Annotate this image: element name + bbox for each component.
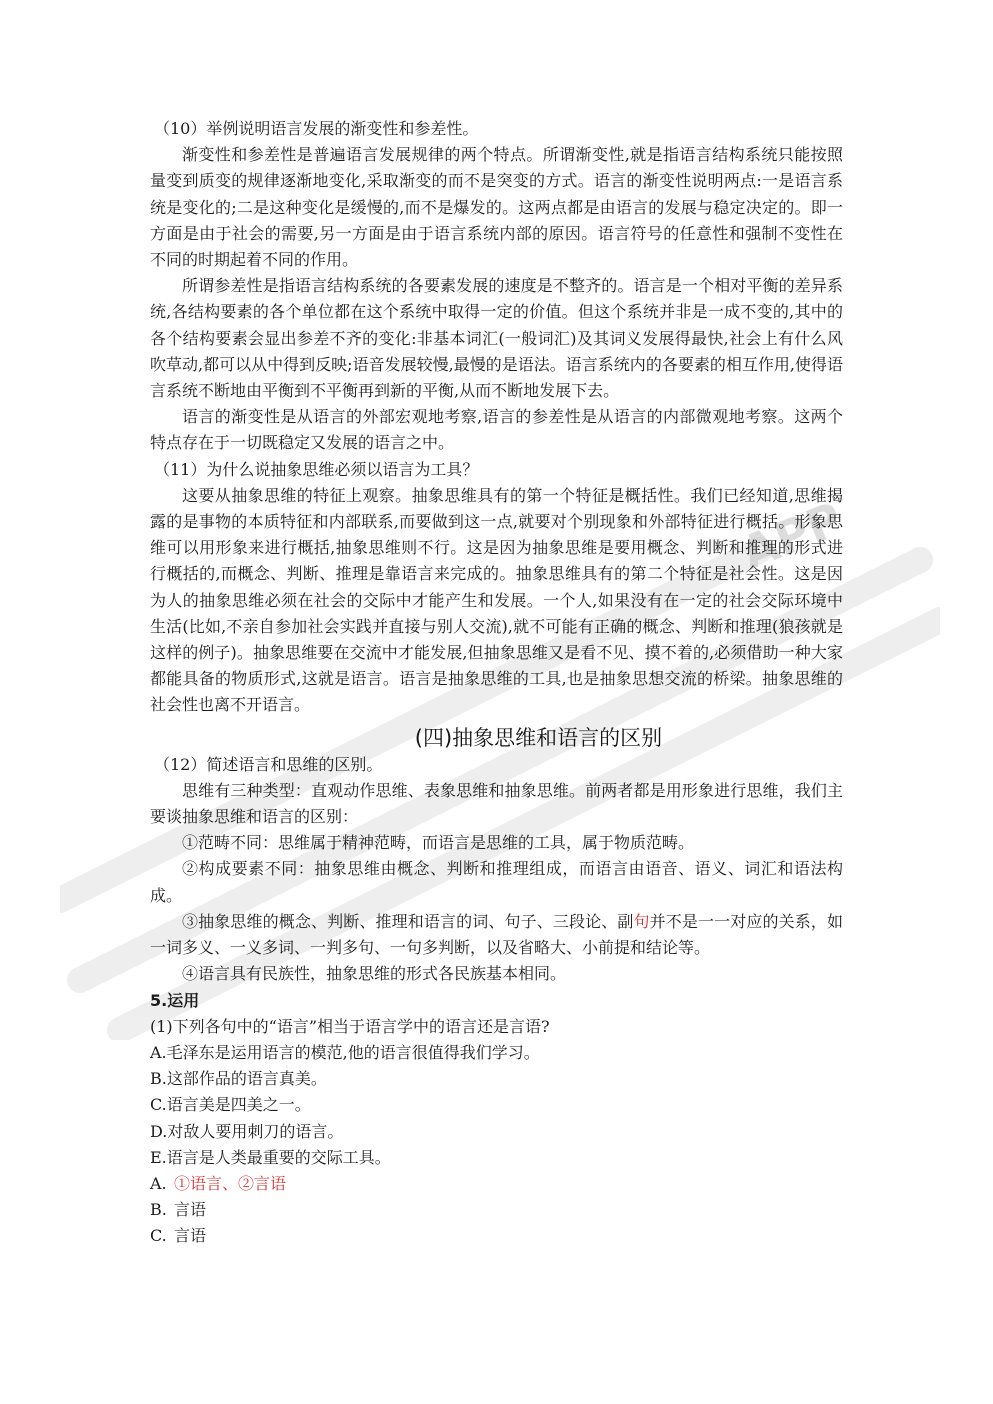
body-paragraph: 思维有三种类型：直观动作思维、表象思维和抽象思维。前两者都是用形象进行思维，我们主要谈抽象思维和语言的区别： bbox=[150, 780, 843, 827]
body-paragraph: 所谓参差性是指语言结构系统的各要素发展的速度是不整齐的。语言是一个相对平衡的差异系统,各结构要素的各个单位都在这个系统中取得一定的价值。但这个系统并非是一成不变的,其中的各个结构要素会显出参差不齐的变化:非基本词汇(一般词汇)及其词义发展得最快,社会上有什么风吹草动,都可以从中得到反映;语音发展较慢,最慢的是语法。语言系统内的各要素的相互作用,使得语言系统不断地由平衡到不平衡再到新的平衡,从而不断地发展下去。 bbox=[150, 276, 843, 401]
exercise-line: (1)下列各句中的“语言”相当于语言学中的语言还是言语? bbox=[150, 1016, 550, 1036]
body-paragraph: ①范畴不同：思维属于精神范畴，而语言是思维的工具，属于物质范畴。 bbox=[182, 833, 695, 853]
answer-line bbox=[150, 1171, 843, 1197]
answer-letter: A. bbox=[150, 1173, 167, 1193]
body-paragraph: 语言的渐变性是从语言的外部宏观地考察,语言的参差性是从语言的内部微观地考察。这两个特点存在于一切既稳定又发展的语言之中。 bbox=[150, 407, 843, 453]
body-paragraph: 这要从抽象思维的特征上观察。抽象思维具有的第一个特征是概括性。我们已经知道,思维揭露的是事物的本质特征和内部联系,而要做到这一点,就要对个别现象和外部特征进行概括。形象思维可以用形象来进行概括,抽象思维则不行。这是因为抽象思维是要用概念、判断和推理的形式进行概括的,而概念、判断、推理是靠语言来完成的。抽象思维具有的第二个特征是社会性。这是因为人的抽象思维必须在社会的交际中才能产生和发展。一个人,如果没有在一定的社会交际环境中生活(比如,不亲自参加社会实践并直接与别人交流),就不可能有正确的概念、判断和推理(狼孩就是这样的例子)。抽象思维要在交流中才能发展,但抽象思维又是看不见、摸不着的,必须借助一种大家都能具备的物质形式,这就是语言。语言是抽象思维的工具,也是抽象思想交流的桥梁。抽象思维的社会性也离不开语言。 bbox=[150, 485, 843, 715]
answer-line bbox=[150, 1197, 843, 1223]
exercise-line: B.这部作品的语言真美。 bbox=[150, 1069, 327, 1089]
exercise-line: E.语言是人类最重要的交际工具。 bbox=[150, 1147, 391, 1167]
watermark-text: APP bbox=[733, 491, 850, 581]
body-paragraph: 渐变性和参差性是普遍语言发展规律的两个特点。所谓渐变性,就是指语言结构系统只能按照量变到质变的规律逐渐地变化,采取渐变的而不是突变的方式。语言的渐变性说明两点:一是语言系统是变化的;二是这种变化是缓慢的,而不是爆发的。这两点都是由语言的发展与稳定决定的。即一方面是由于社会的需要,另一方面是由于语言系统内部的原因。语言符号的任意性和强制不变性在不同的时期起着不同的作用。 bbox=[150, 145, 843, 270]
answer-text: 言语 bbox=[174, 1200, 207, 1220]
answer-line bbox=[150, 1223, 843, 1249]
body-paragraph: ④语言具有民族性，抽象思维的形式各民族基本相同。 bbox=[182, 964, 567, 984]
exercise-line: D.对敌人要用刺刀的语言。 bbox=[150, 1121, 344, 1141]
paragraph-segment: ③抽象思维的概念、判断、推理和语言的词、句子、三段论、副 bbox=[182, 911, 634, 931]
body-paragraph: ②构成要素不同：抽象思维由概念、判断和推理组成，而语言由语音、语义、词汇和语法构成。 bbox=[150, 859, 843, 905]
answer-text: 言语 bbox=[174, 1226, 207, 1246]
answer-letter: C. bbox=[150, 1226, 167, 1246]
body-paragraph bbox=[150, 909, 843, 961]
question-heading: （12）简述语言和思维的区别。 bbox=[154, 754, 383, 774]
question-heading: （10）举例说明语言发展的渐变性和参差性。 bbox=[154, 119, 479, 138]
exercise-line: A.毛泽东是运用语言的模范,他的语言很值得我们学习。 bbox=[150, 1042, 540, 1062]
exercise-heading: 5.运用 bbox=[150, 990, 200, 1010]
exercise-line: C.语言美是四美之一。 bbox=[150, 1095, 311, 1115]
answer-letter: B. bbox=[150, 1200, 167, 1220]
section-heading: (四)抽象思维和语言的区别 bbox=[414, 725, 663, 750]
answer-text: ①语言、②言语 bbox=[174, 1173, 287, 1193]
paragraph-segment: 并不是一一对应的关系，如一词多义、一义多词、一判多句、一句多判断，以及省略大、小前提和结论等。 bbox=[150, 911, 843, 958]
question-heading: （11）为什么说抽象思维必须以语言为工具？ bbox=[154, 459, 479, 479]
highlighted-char: 句 bbox=[633, 911, 650, 931]
document-body bbox=[150, 116, 843, 1250]
